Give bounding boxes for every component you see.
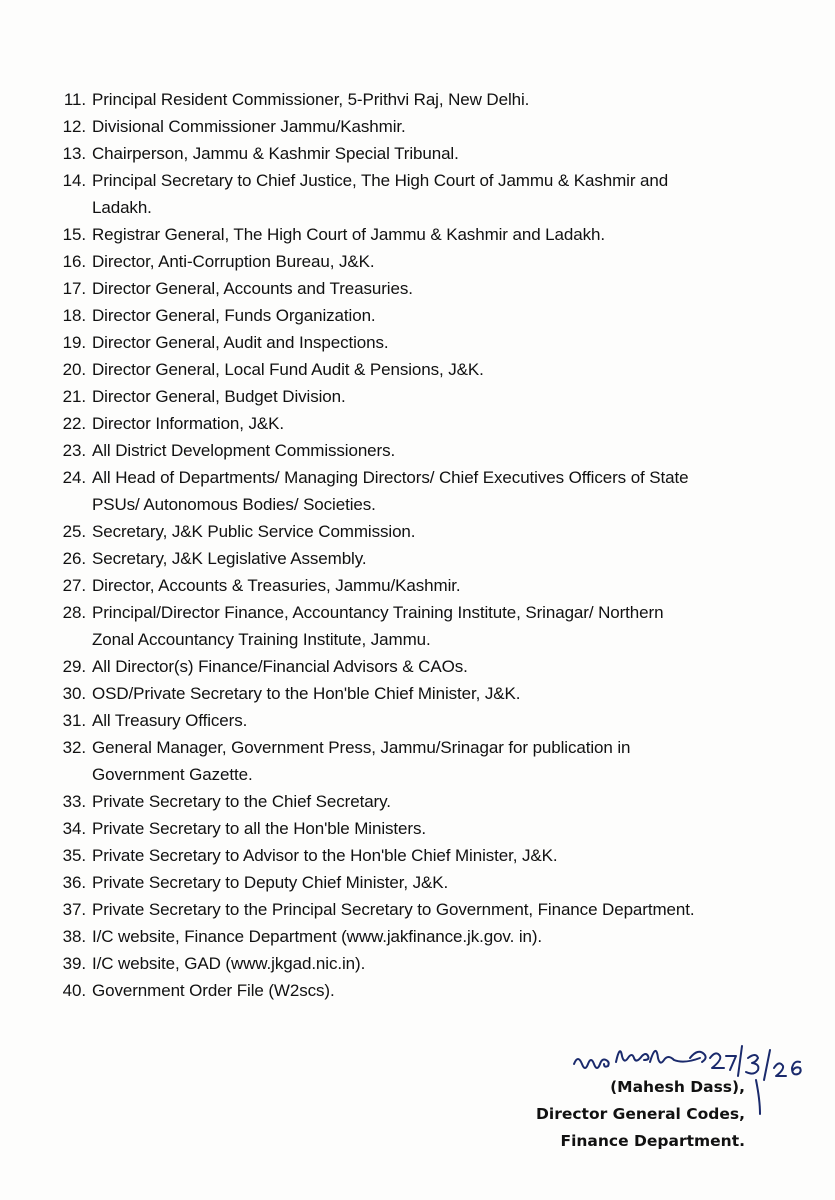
list-item bbox=[48, 788, 768, 815]
list-item-line: Private Secretary to Advisor to the Hon'ble Chief Minister, J&K. bbox=[92, 846, 558, 865]
list-item-line: Principal Resident Commissioner, 5-Prithvi Raj, New Delhi. bbox=[92, 90, 530, 109]
list-item-number: 26. bbox=[62, 549, 86, 568]
list-item bbox=[48, 437, 768, 464]
list-item-line: I/C website, GAD (www.jkgad.nic.in). bbox=[92, 954, 366, 973]
list-item-text bbox=[92, 464, 768, 518]
list-item-text bbox=[92, 140, 768, 167]
list-item-text bbox=[92, 518, 768, 545]
list-item-number: 14. bbox=[62, 171, 86, 190]
list-item bbox=[48, 842, 768, 869]
list-item-line-continued: Ladakh. bbox=[92, 198, 152, 217]
list-item bbox=[48, 923, 768, 950]
list-item-number: 37. bbox=[62, 900, 86, 919]
signatory-department: Finance Department. bbox=[560, 1132, 745, 1150]
list-item-line: I/C website, Finance Department (www.jakfinance.jk.gov. in). bbox=[92, 927, 543, 946]
list-item-line: General Manager, Government Press, Jammu/Srinagar for publication in bbox=[92, 738, 631, 757]
list-item bbox=[48, 815, 768, 842]
list-item-text bbox=[92, 950, 768, 977]
list-item-number: 39. bbox=[62, 954, 86, 973]
list-item-text bbox=[92, 842, 768, 869]
list-item-number: 16. bbox=[62, 252, 86, 271]
list-item-line: Private Secretary to the Principal Secretary to Government, Finance Department. bbox=[92, 900, 695, 919]
list-item-line-continued: PSUs/ Autonomous Bodies/ Societies. bbox=[92, 495, 376, 514]
list-item-line: Government Order File (W2scs). bbox=[92, 981, 335, 1000]
list-item-text bbox=[92, 869, 768, 896]
list-item-line-continued: Government Gazette. bbox=[92, 765, 253, 784]
list-item-number: 17. bbox=[62, 279, 86, 298]
list-item-number: 20. bbox=[62, 360, 86, 379]
list-item bbox=[48, 599, 768, 653]
list-item-line: Private Secretary to all the Hon'ble Ministers. bbox=[92, 819, 426, 838]
list-item-line: Private Secretary to Deputy Chief Minister, J&K. bbox=[92, 873, 449, 892]
list-item-text bbox=[92, 437, 768, 464]
signatory-designation: Director General Codes, bbox=[536, 1105, 745, 1123]
list-item-line: Director General, Accounts and Treasuries. bbox=[92, 279, 413, 298]
list-item-text bbox=[92, 248, 768, 275]
list-item-number: 31. bbox=[62, 711, 86, 730]
list-item bbox=[48, 248, 768, 275]
list-item bbox=[48, 518, 768, 545]
list-item-number: 21. bbox=[62, 387, 86, 406]
list-item-text bbox=[92, 545, 768, 572]
list-item-text bbox=[92, 356, 768, 383]
list-item-line: Secretary, J&K Public Service Commission. bbox=[92, 522, 416, 541]
list-item bbox=[48, 869, 768, 896]
list-item bbox=[48, 221, 768, 248]
list-item-line: Principal Secretary to Chief Justice, The High Court of Jammu & Kashmir and bbox=[92, 171, 669, 190]
list-item bbox=[48, 86, 768, 113]
list-item-line: Director, Accounts & Treasuries, Jammu/Kashmir. bbox=[92, 576, 461, 595]
list-item-text bbox=[92, 599, 768, 653]
list-item bbox=[48, 545, 768, 572]
list-item-line: All Head of Departments/ Managing Directors/ Chief Executives Officers of State bbox=[92, 468, 689, 487]
list-item-number: 29. bbox=[62, 657, 86, 676]
list-item-number: 28. bbox=[62, 603, 86, 622]
list-item-line: Director Information, J&K. bbox=[92, 414, 285, 433]
list-item bbox=[48, 896, 768, 923]
list-item-number: 24. bbox=[62, 468, 86, 487]
list-item-text bbox=[92, 815, 768, 842]
list-item-number: 35. bbox=[62, 846, 86, 865]
list-item-line: OSD/Private Secretary to the Hon'ble Chief Minister, J&K. bbox=[92, 684, 521, 703]
list-item bbox=[48, 977, 768, 1004]
list-item-number: 12. bbox=[62, 117, 86, 136]
list-item bbox=[48, 653, 768, 680]
list-item-line: Secretary, J&K Legislative Assembly. bbox=[92, 549, 367, 568]
list-item-text bbox=[92, 707, 768, 734]
list-item-number: 36. bbox=[62, 873, 86, 892]
list-item bbox=[48, 707, 768, 734]
list-item-number: 34. bbox=[62, 819, 86, 838]
list-item-line: All Treasury Officers. bbox=[92, 711, 248, 730]
list-item bbox=[48, 167, 768, 221]
list-item-text bbox=[92, 653, 768, 680]
list-item-text bbox=[92, 788, 768, 815]
list-item-number: 18. bbox=[62, 306, 86, 325]
signatory-name: (Mahesh Dass), bbox=[610, 1078, 745, 1096]
list-item-text bbox=[92, 383, 768, 410]
list-item-text bbox=[92, 896, 768, 923]
list-item-number: 22. bbox=[62, 414, 86, 433]
list-item-line: Registrar General, The High Court of Jammu & Kashmir and Ladakh. bbox=[92, 225, 605, 244]
list-item-number: 30. bbox=[62, 684, 86, 703]
list-item-text bbox=[92, 923, 768, 950]
list-item bbox=[48, 113, 768, 140]
list-item-line: Director, Anti-Corruption Bureau, J&K. bbox=[92, 252, 375, 271]
list-item-text bbox=[92, 221, 768, 248]
list-item-number: 13. bbox=[62, 144, 86, 163]
list-item-number: 27. bbox=[62, 576, 86, 595]
list-item-text bbox=[92, 113, 768, 140]
list-item-number: 25. bbox=[62, 522, 86, 541]
list-item-line-continued: Zonal Accountancy Training Institute, Jammu. bbox=[92, 630, 431, 649]
list-item bbox=[48, 356, 768, 383]
list-item-line: Private Secretary to the Chief Secretary. bbox=[92, 792, 391, 811]
list-item-number: 19. bbox=[62, 333, 86, 352]
recipient-list bbox=[48, 86, 768, 1004]
list-item-text bbox=[92, 572, 768, 599]
list-item bbox=[48, 410, 768, 437]
list-item bbox=[48, 140, 768, 167]
list-item-line: Chairperson, Jammu & Kashmir Special Tribunal. bbox=[92, 144, 459, 163]
list-item-number: 40. bbox=[62, 981, 86, 1000]
list-item-line: Director General, Local Fund Audit & Pensions, J&K. bbox=[92, 360, 484, 379]
list-item bbox=[48, 275, 768, 302]
list-item-number: 33. bbox=[62, 792, 86, 811]
list-item-line: Director General, Funds Organization. bbox=[92, 306, 376, 325]
list-item bbox=[48, 950, 768, 977]
list-item-line: Director General, Audit and Inspections. bbox=[92, 333, 389, 352]
list-item-text bbox=[92, 410, 768, 437]
list-item bbox=[48, 680, 768, 707]
list-item-line: Divisional Commissioner Jammu/Kashmir. bbox=[92, 117, 406, 136]
list-item bbox=[48, 329, 768, 356]
list-item-number: 15. bbox=[62, 225, 86, 244]
list-item-text bbox=[92, 275, 768, 302]
list-item bbox=[48, 572, 768, 599]
list-item-number: 23. bbox=[62, 441, 86, 460]
list-item bbox=[48, 464, 768, 518]
list-item-line: Principal/Director Finance, Accountancy Training Institute, Srinagar/ Northern bbox=[92, 603, 664, 622]
list-item-text bbox=[92, 734, 768, 788]
list-item-text bbox=[92, 167, 768, 221]
list-item-line: All District Development Commissioners. bbox=[92, 441, 396, 460]
list-item bbox=[48, 383, 768, 410]
list-item-text bbox=[92, 302, 768, 329]
list-item-number: 11. bbox=[63, 90, 86, 109]
list-item-text bbox=[92, 329, 768, 356]
list-item-text bbox=[92, 680, 768, 707]
list-item-line: All Director(s) Finance/Financial Advisors & CAOs. bbox=[92, 657, 468, 676]
list-item-line: Director General, Budget Division. bbox=[92, 387, 346, 406]
list-item-number: 32. bbox=[62, 738, 86, 757]
list-item-number: 38. bbox=[62, 927, 86, 946]
list-item-text bbox=[92, 977, 768, 1004]
list-item bbox=[48, 734, 768, 788]
signature-block bbox=[536, 1074, 745, 1155]
list-item bbox=[48, 302, 768, 329]
list-item-text bbox=[92, 86, 768, 113]
